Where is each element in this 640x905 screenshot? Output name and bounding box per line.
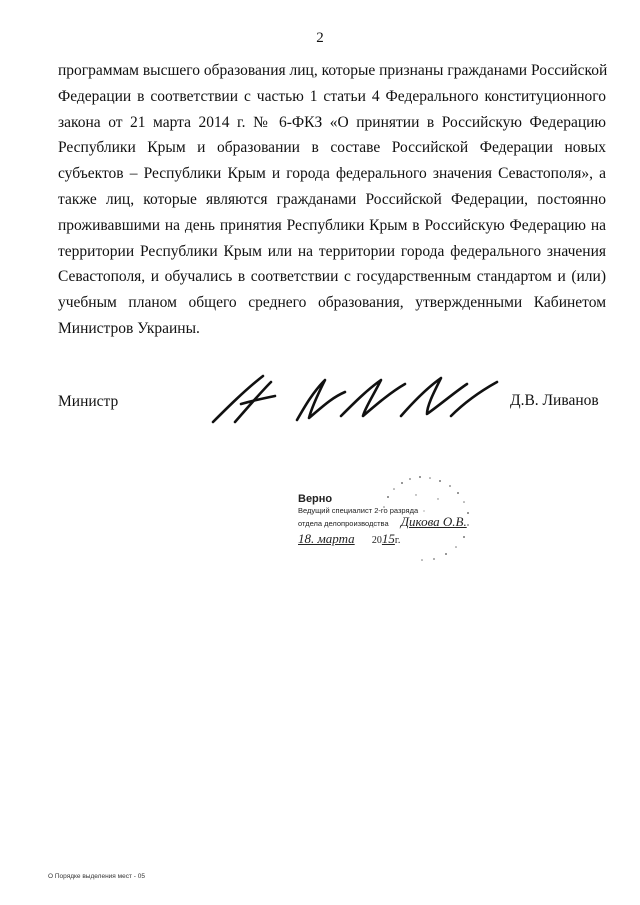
certification-block bbox=[298, 493, 538, 546]
signatory-role: Министр bbox=[58, 393, 119, 410]
certifier-department: отдела делопроизводства Дикова О.В. bbox=[298, 514, 467, 529]
certifier-position: Ведущий специалист 2-го разряда bbox=[298, 506, 419, 515]
body-line: закона от 21 марта 2014 г. № 6-ФКЗ «О принятии в Российскую Федерацию bbox=[58, 113, 606, 131]
body-line: Севастополя, и обучались в соответствии с государственным стандартом и (или) bbox=[58, 268, 606, 286]
body-line: учебным планом общего среднего образования, утвержденными Кабинетом bbox=[58, 294, 606, 312]
year-prefix: 20 bbox=[371, 535, 382, 546]
body-line: территории Республики Крым или на территории города федерального значения bbox=[58, 242, 606, 260]
year-suffix: 15 bbox=[381, 531, 395, 546]
page-number: 2 bbox=[316, 30, 324, 46]
body-text bbox=[58, 58, 606, 342]
body-line: Министров Украины. bbox=[58, 319, 200, 337]
footer-filename: О Порядке выделения мест - 05 bbox=[48, 873, 145, 880]
body-line: Федерации в соответствии с частью 1 статьи 4 Федерального конституционного bbox=[58, 87, 606, 105]
body-line: субъектов – Республики Крым и города федерального значения Севастополя», а bbox=[58, 165, 606, 183]
certification-date bbox=[298, 531, 400, 547]
body-line: также лиц, которые являются гражданами Российской Федерации, постоянно bbox=[58, 190, 606, 208]
year-end: г. bbox=[394, 535, 401, 546]
body-line: Республики Крым и образовании в составе Российской Федерации новых bbox=[58, 139, 606, 157]
date-handwritten: 18. марта bbox=[298, 531, 355, 546]
body-line: проживавшими на день принятия Республики Крым в Российскую Федерацию на bbox=[58, 216, 606, 234]
signatory-name: Д.В. Ливанов bbox=[510, 392, 599, 409]
body-line: программам высшего образования лиц, которые признаны гражданами Российской bbox=[58, 62, 608, 79]
certification-title: Верно bbox=[298, 493, 333, 505]
handwritten-signature bbox=[205, 370, 505, 430]
certifier-handwritten-name: Дикова О.В. bbox=[400, 514, 467, 529]
